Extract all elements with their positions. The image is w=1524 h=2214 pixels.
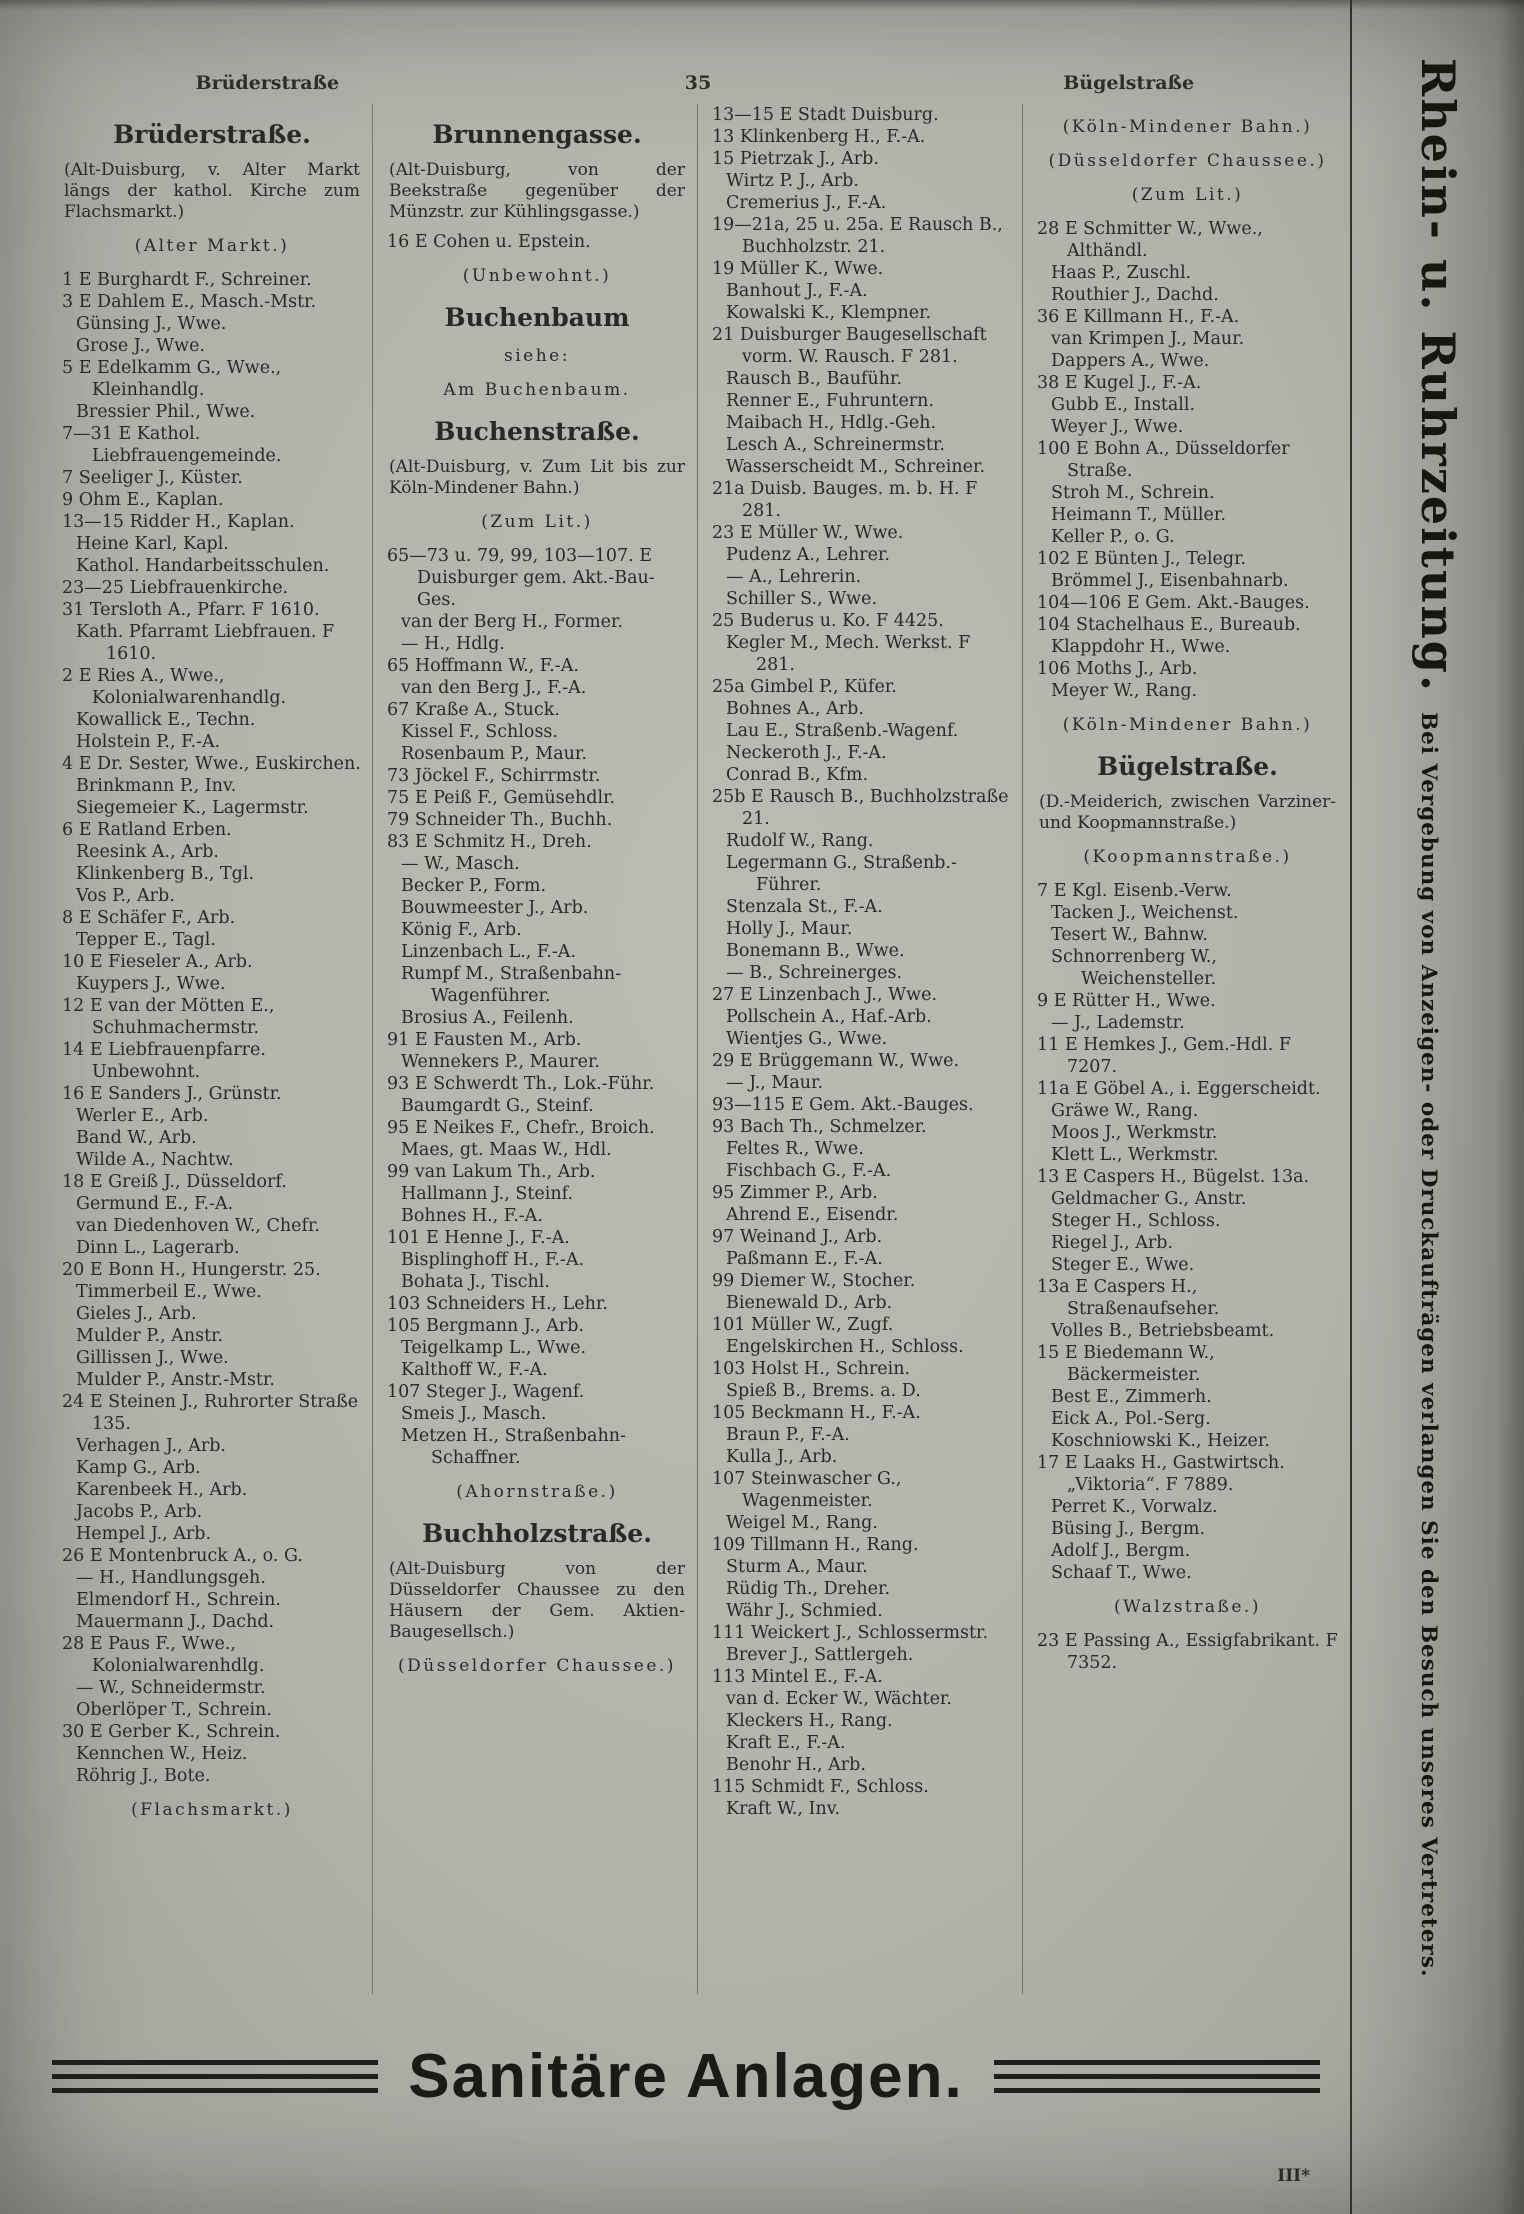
directory-column-2: [373, 104, 698, 1994]
directory-entry: Gillissen J., Wwe.: [76, 1348, 229, 1368]
directory-entry: Volles B., Betriebsbeamt.: [1051, 1321, 1275, 1341]
directory-entry: Benohr H., Arb.: [726, 1755, 866, 1775]
directory-entry: Timmerbeil E., Wwe.: [76, 1282, 262, 1302]
directory-entry: Kennchen W., Heiz.: [76, 1744, 248, 1764]
cross-street-note: (Köln-Mindener Bahn.): [1062, 117, 1313, 137]
directory-entry: Schnorrenberg W., Weichensteller.: [1051, 947, 1217, 989]
cross-street-note: (Ahornstraße.): [456, 1482, 618, 1502]
directory-entry: Braun P., F.-A.: [726, 1425, 850, 1445]
directory-entry: Bonemann B., Wwe.: [726, 941, 905, 961]
directory-entry: Kowallick E., Techn.: [76, 710, 256, 730]
directory-entry: 21 Duisburger Baugesellschaft vorm. W. Rausch. F 281.: [712, 325, 987, 367]
directory-entry: 102 E Bünten J., Telegr.: [1037, 549, 1247, 569]
directory-entry: 97 Weinand J., Arb.: [712, 1227, 883, 1247]
directory-entry: Paßmann E., F.-A.: [726, 1249, 883, 1269]
directory-entry: 5 E Edelkamm G., Wwe., Kleinhandlg.: [62, 358, 282, 400]
directory-entry: Rüdig Th., Dreher.: [726, 1579, 891, 1599]
banner-rule-left: [52, 2060, 378, 2093]
directory-entry: 28 E Schmitter W., Wwe., Althändl.: [1037, 219, 1263, 261]
street-heading: Buchholzstraße.: [422, 1519, 652, 1548]
directory-entry: 95 E Neikes F., Chefr., Broich.: [387, 1118, 655, 1138]
directory-entry: Geldmacher G., Anstr.: [1051, 1189, 1247, 1209]
directory-entry: van Diedenhoven W., Chefr.: [76, 1216, 320, 1236]
directory-entry: Kuypers J., Wwe.: [76, 974, 226, 994]
directory-entry: Riegel J., Arb.: [1051, 1233, 1173, 1253]
directory-entry: 105 Beckmann H., F.-A.: [712, 1403, 921, 1423]
cross-street-note: (Unbewohnt.): [462, 266, 612, 286]
directory-entry: 99 van Lakum Th., Arb.: [387, 1162, 596, 1182]
directory-entry: 28 E Paus F., Wwe., Kolonialwarenhdlg.: [62, 1634, 265, 1676]
directory-entry: Neckeroth J., F.-A.: [726, 743, 887, 763]
directory-entry: Banhout J., F.-A.: [726, 281, 868, 301]
directory-entry: 10 E Fieseler A., Arb.: [62, 952, 253, 972]
directory-entry: Keller P., o. G.: [1051, 527, 1175, 547]
directory-entry: Pollschein A., Haf.-Arb.: [726, 1007, 932, 1027]
directory-entry: Bohata J., Tischl.: [401, 1272, 550, 1292]
street-heading: Brunnengasse.: [432, 120, 642, 149]
directory-entry: Kamp G., Arb.: [76, 1458, 201, 1478]
sidebar-ad-title: Rhein- u. Ruhrzeitung.: [1411, 58, 1465, 693]
directory-entry: Heimann T., Müller.: [1051, 505, 1226, 525]
directory-entry: 104—106 E Gem. Akt.-Bauges.: [1037, 593, 1310, 613]
directory-entry: 16 E Cohen u. Epstein.: [387, 232, 591, 252]
directory-entry: 65—73 u. 79, 99, 103—107. E Duisburger gem. Akt.-Bau-Ges.: [387, 546, 655, 610]
directory-entry: Siegemeier K., Lagermstr.: [76, 798, 309, 818]
directory-column-3: [698, 104, 1023, 1994]
directory-entry: 15 E Biedemann W., Bäckermeister.: [1037, 1343, 1215, 1385]
directory-entry: — W., Masch.: [401, 854, 520, 874]
sidebar-vertical-text: [1411, 0, 1465, 2214]
directory-entry: Feltes R., Wwe.: [726, 1139, 864, 1159]
directory-entry: Reesink A., Arb.: [76, 842, 219, 862]
directory-entry: Währ J., Schmied.: [726, 1601, 883, 1621]
directory-entry: Wirtz P. J., Arb.: [726, 171, 859, 191]
directory-entry: Perret K., Vorwalz.: [1051, 1497, 1218, 1517]
directory-entry: Maibach H., Hdlg.-Geh.: [726, 413, 937, 433]
directory-entry: Smeis J., Masch.: [401, 1404, 547, 1424]
directory-entry: 30 E Gerber K., Schrein.: [62, 1722, 281, 1742]
directory-entry: — W., Schneidermstr.: [76, 1678, 266, 1698]
directory-entry: Günsing J., Wwe.: [76, 314, 227, 334]
running-head-right: Bügelstraße: [1063, 72, 1195, 94]
directory-entry: Vos P., Arb.: [76, 886, 175, 906]
directory-entry: Eick A., Pol.-Serg.: [1051, 1409, 1211, 1429]
directory-entry: Klinkenberg B., Tgl.: [76, 864, 255, 884]
directory-entry: Weyer J., Wwe.: [1051, 417, 1184, 437]
directory-entry: Schaaf T., Wwe.: [1051, 1563, 1192, 1583]
directory-entry: 31 Tersloth A., Pfarr. F 1610.: [62, 600, 320, 620]
directory-entry: Gräwe W., Rang.: [1051, 1101, 1199, 1121]
directory-entry: 93—115 E Gem. Akt.-Bauges.: [712, 1095, 974, 1115]
cross-street-note: (Zum Lit.): [1131, 185, 1244, 205]
directory-entry: 65 Hoffmann W., F.-A.: [387, 656, 579, 676]
directory-entry: Rausch B., Bauführ.: [726, 369, 903, 389]
directory-entry: Bouwmeester J., Arb.: [401, 898, 589, 918]
cross-street-note: Am Buchenbaum.: [443, 380, 631, 400]
directory-entry: Weigel M., Rang.: [726, 1513, 878, 1533]
directory-entry: 2 E Ries A., Wwe., Kolonialwarenhandlg.: [62, 666, 287, 708]
directory-entry: 20 E Bonn H., Hungerstr. 25.: [62, 1260, 321, 1280]
street-heading: Buchenbaum: [444, 303, 630, 332]
directory-entry: 7—31 E Kathol. Liebfrauengemeinde.: [62, 424, 282, 466]
directory-entry: Wasserscheidt M., Schreiner.: [726, 457, 986, 477]
directory-entry: 101 E Henne J., F.-A.: [387, 1228, 570, 1248]
directory-entry: 100 E Bohn A., Düsseldorfer Straße.: [1037, 439, 1290, 481]
directory-entry: 36 E Killmann H., F.-A.: [1037, 307, 1240, 327]
directory-entry: 73 Jöckel F., Schirrmstr.: [387, 766, 601, 786]
directory-entry: 107 Steger J., Wagenf.: [387, 1382, 585, 1402]
directory-entry: Bressier Phil., Wwe.: [76, 402, 256, 422]
directory-entry: Brinkmann P., Inv.: [76, 776, 237, 796]
signature-mark: III*: [1277, 2166, 1310, 2186]
directory-entry: 23 E Passing A., Essigfabrikant. F 7352.: [1037, 1631, 1338, 1673]
directory-entry: Brever J., Sattlergeh.: [726, 1645, 914, 1665]
directory-entry: 7 Seeliger J., Küster.: [62, 468, 243, 488]
directory-entry: Stenzala St., F.-A.: [726, 897, 883, 917]
directory-entry: 38 E Kugel J., F.-A.: [1037, 373, 1202, 393]
directory-entry: Elmendorf H., Schrein.: [76, 1590, 281, 1610]
directory-entry: Renner E., Fuhruntern.: [726, 391, 935, 411]
directory-entry: 93 E Schwerdt Th., Lok.-Führ.: [387, 1074, 655, 1094]
directory-entry: 18 E Greiß J., Düsseldorf.: [62, 1172, 287, 1192]
directory-column-4: [1023, 104, 1348, 1994]
directory-entry: Kraft W., Inv.: [726, 1799, 841, 1819]
directory-entry: Routhier J., Dachd.: [1051, 285, 1219, 305]
directory-entry: Metzen H., Straßenbahn-Schaffner.: [401, 1426, 626, 1468]
directory-entry: Germund E., F.-A.: [76, 1194, 234, 1214]
directory-entry: Holly J., Maur.: [726, 919, 853, 939]
directory-entry: 75 E Peiß F., Gemüsehdlr.: [387, 788, 616, 808]
directory-entry: Bienewald D., Arb.: [726, 1293, 893, 1313]
directory-entry: Kalthoff W., F.-A.: [401, 1360, 548, 1380]
cross-street-note: (Alter Markt.): [134, 236, 290, 256]
directory-column-1: [48, 104, 373, 1994]
directory-entry: 11a E Göbel A., i. Eggerscheidt.: [1037, 1079, 1321, 1099]
directory-entry: Engelskirchen H., Schloss.: [726, 1337, 964, 1357]
directory-entry: Haas P., Zuschl.: [1051, 263, 1192, 283]
directory-entry: Mauermann J., Dachd.: [76, 1612, 275, 1632]
directory-entry: Klappdohr H., Wwe.: [1051, 637, 1231, 657]
directory-entry: 25a Gimbel P., Küfer.: [712, 677, 897, 697]
directory-entry: Rosenbaum P., Maur.: [401, 744, 587, 764]
sidebar-ad-body: Bei Vergebung von Anzeigen- oder Druckaufträgen verlangen Sie den Besuch unseres Vertreters.: [1416, 712, 1441, 1978]
directory-entry: Lau E., Straßenb.-Wagenf.: [726, 721, 959, 741]
directory-entry: 1 E Burghardt F., Schreiner.: [62, 270, 312, 290]
directory-entry: 14 E Liebfrauenpfarre. Unbewohnt.: [62, 1040, 266, 1082]
bottom-banner: [52, 2041, 1320, 2112]
directory-entry: 13 Klinkenberg H., F.-A.: [712, 127, 926, 147]
street-description: (Alt-Duisburg, von der Beekstraße gegenüber der Münzstr. zur Kühlingsgasse.): [389, 160, 685, 222]
directory-entry: 67 Kraße A., Stuck.: [387, 700, 560, 720]
directory-entry: 23 E Müller W., Wwe.: [712, 523, 904, 543]
directory-entry: Karenbeek H., Arb.: [76, 1480, 248, 1500]
directory-entry: Kulla J., Arb.: [726, 1447, 838, 1467]
cross-street-note: (Zum Lit.): [481, 512, 593, 532]
directory-entry: Wilde A., Nachtw.: [76, 1150, 234, 1170]
directory-entry: 115 Schmidt F., Schloss.: [712, 1777, 929, 1797]
directory-entry: Kraft E., F.-A.: [726, 1733, 846, 1753]
directory-entry: Tacken J., Weichenst.: [1051, 903, 1239, 923]
page-number: 35: [684, 72, 712, 94]
directory-entry: 7 E Kgl. Eisenb.-Verw.: [1037, 881, 1232, 901]
directory-entry: Dappers A., Wwe.: [1051, 351, 1210, 371]
directory-entry: 107 Steinwascher G., Wagenmeister.: [712, 1469, 902, 1511]
directory-entry: Werler E., Arb.: [76, 1106, 209, 1126]
directory-entry: 21a Duisb. Bauges. m. b. H. F 281.: [712, 479, 978, 521]
directory-entry: Mulder P., Anstr.-Mstr.: [76, 1370, 275, 1390]
directory-entry: 29 E Brüggemann W., Wwe.: [712, 1051, 960, 1071]
directory-entry: 101 Müller W., Zugf.: [712, 1315, 894, 1335]
directory-entry: Hallmann J., Steinf.: [401, 1184, 574, 1204]
directory-entry: 16 E Sanders J., Grünstr.: [62, 1084, 282, 1104]
directory-entry: Wientjes G., Wwe.: [726, 1029, 888, 1049]
advertisement-sidebar: [1350, 0, 1524, 2214]
directory-entry: van d. Ecker W., Wächter.: [726, 1689, 952, 1709]
banner-text: Sanitäre Anlagen.: [408, 2042, 964, 2111]
directory-entry: 4 E Dr. Sester, Wwe., Euskirchen.: [62, 754, 361, 774]
directory-entry: 23—25 Liebfrauenkirche.: [62, 578, 289, 598]
directory-entry: Tepper E., Tagl.: [76, 930, 216, 950]
directory-columns: [48, 104, 1348, 1994]
scan-edge-shadow: [0, 0, 1524, 10]
directory-entry: Meyer W., Rang.: [1051, 681, 1198, 701]
directory-entry: 19 Müller K., Wwe.: [712, 259, 884, 279]
directory-entry: 26 E Montenbruck A., o. G.: [62, 1546, 303, 1566]
directory-entry: 99 Diemer W., Stocher.: [712, 1271, 916, 1291]
directory-entry: — J., Maur.: [726, 1073, 824, 1093]
directory-entry: Koschniowski K., Heizer.: [1051, 1431, 1270, 1451]
directory-entry: Brosius A., Feilenh.: [401, 1008, 574, 1028]
directory-entry: 25 Buderus u. Ko. F 4425.: [712, 611, 944, 631]
directory-entry: 13a E Caspers H., Straßenaufseher.: [1037, 1277, 1220, 1319]
directory-entry: 103 Schneiders H., Lehr.: [387, 1294, 608, 1314]
street-description: (D.-Meiderich, zwischen Varziner- und Koopmannstraße.): [1039, 792, 1336, 833]
cross-street-note: (Flachsmarkt.): [131, 1800, 293, 1820]
directory-entry: van Krimpen J., Maur.: [1051, 329, 1245, 349]
directory-entry: 24 E Steinen J., Ruhrorter Straße 135.: [62, 1392, 359, 1434]
directory-entry: 15 Pietrzak J., Arb.: [712, 149, 879, 169]
cross-street-note: (Düsseldorfer Chaussee.): [1048, 151, 1327, 171]
directory-entry: 8 E Schäfer F., Arb.: [62, 908, 236, 928]
directory-entry: Linzenbach L., F.-A.: [401, 942, 577, 962]
directory-entry: Klett L., Werkmstr.: [1051, 1145, 1219, 1165]
running-head-left: Brüderstraße: [195, 72, 340, 94]
directory-entry: Holstein P., F.-A.: [76, 732, 221, 752]
directory-entry: Kathol. Handarbeitsschulen.: [76, 556, 330, 576]
directory-entry: Legermann G., Straßenb.-Führer.: [726, 853, 957, 895]
directory-entry: Sturm A., Maur.: [726, 1557, 868, 1577]
directory-entry: 106 Moths J., Arb.: [1037, 659, 1198, 679]
directory-entry: Bohnes A., Arb.: [726, 699, 864, 719]
directory-entry: 91 E Fausten M., Arb.: [387, 1030, 582, 1050]
directory-entry: Becker P., Form.: [401, 876, 547, 896]
directory-entry: Brömmel J., Eisenbahnarb.: [1051, 571, 1289, 591]
directory-entry: Grose J., Wwe.: [76, 336, 206, 356]
directory-entry: 113 Mintel E., F.-A.: [712, 1667, 883, 1687]
directory-entry: Cremerius J., F.-A.: [726, 193, 887, 213]
directory-entry: 25b E Rausch B., Buchholzstraße 21.: [712, 787, 1009, 829]
directory-entry: Ahrend E., Eisendr.: [726, 1205, 899, 1225]
directory-entry: Wennekers P., Maurer.: [401, 1052, 600, 1072]
directory-entry: van den Berg J., F.-A.: [401, 678, 587, 698]
street-description: (Alt-Duisburg, v. Alter Markt längs der kathol. Kirche zum Flachsmarkt.): [64, 160, 360, 222]
street-heading: Brüderstraße.: [113, 120, 311, 149]
directory-entry: Steger E., Wwe.: [1051, 1255, 1195, 1275]
directory-entry: 13—15 E Stadt Duisburg.: [712, 105, 939, 125]
directory-entry: Kowalski K., Klempner.: [726, 303, 932, 323]
directory-entry: 11 E Hemkes J., Gem.-Hdl. F 7207.: [1037, 1035, 1291, 1077]
directory-entry: Jacobs P., Arb.: [76, 1502, 203, 1522]
directory-entry: 13—15 Ridder H., Kaplan.: [62, 512, 295, 532]
directory-entry: van der Berg H., Former.: [401, 612, 623, 632]
cross-street-note: (Walzstraße.): [1114, 1597, 1261, 1617]
directory-entry: Gubb E., Install.: [1051, 395, 1196, 415]
directory-entry: 9 Ohm E., Kaplan.: [62, 490, 224, 510]
directory-entry: Band W., Arb.: [76, 1128, 197, 1148]
directory-entry: 3 E Dahlem E., Masch.-Mstr.: [62, 292, 317, 312]
directory-entry: 12 E van der Mötten E., Schuhmachermstr.: [62, 996, 275, 1038]
directory-entry: — A., Lehrerin.: [726, 567, 862, 587]
directory-entry: Steger H., Schloss.: [1051, 1211, 1221, 1231]
directory-entry: 103 Holst H., Schrein.: [712, 1359, 911, 1379]
directory-entry: Bisplinghoff H., F.-A.: [401, 1250, 585, 1270]
directory-entry: Büsing J., Bergm.: [1051, 1519, 1206, 1539]
directory-entry: Schiller S., Wwe.: [726, 589, 878, 609]
directory-entry: Kissel F., Schloss.: [401, 722, 558, 742]
directory-entry: Kegler M., Mech. Werkst. F 281.: [726, 633, 971, 675]
directory-entry: 9 E Rütter H., Wwe.: [1037, 991, 1216, 1011]
directory-entry: Heine Karl, Kapl.: [76, 534, 229, 554]
street-description: (Alt-Duisburg von der Düsseldorfer Chaussee zu den Häusern der Gem. Aktien-Baugesellsch.): [389, 1559, 685, 1642]
directory-entry: Pudenz A., Lehrer.: [726, 545, 890, 565]
directory-entry: Röhrig J., Bote.: [76, 1766, 211, 1786]
running-head: [52, 72, 1344, 94]
directory-entry: Moos J., Werkmstr.: [1051, 1123, 1218, 1143]
directory-entry: 95 Zimmer P., Arb.: [712, 1183, 878, 1203]
directory-entry: Kleckers H., Rang.: [726, 1711, 893, 1731]
directory-entry: 79 Schneider Th., Buchh.: [387, 810, 613, 830]
directory-entry: Kath. Pfarramt Liebfrauen. F 1610.: [76, 622, 335, 664]
directory-entry: 111 Weickert J., Schlossermstr.: [712, 1623, 989, 1643]
directory-entry: Rumpf M., Straßenbahn-Wagenführer.: [401, 964, 622, 1006]
directory-entry: Gieles J., Arb.: [76, 1304, 197, 1324]
directory-entry: König F., Arb.: [401, 920, 522, 940]
directory-entry: 93 Bach Th., Schmelzer.: [712, 1117, 927, 1137]
cross-street-note: (Koopmannstraße.): [1083, 847, 1292, 867]
street-heading: Bügelstraße.: [1097, 752, 1278, 781]
directory-entry: Conrad B., Kfm.: [726, 765, 869, 785]
directory-entry: Lesch A., Schreinermstr.: [726, 435, 945, 455]
directory-entry: Bohnes H., F.-A.: [401, 1206, 543, 1226]
directory-entry: — B., Schreinerges.: [726, 963, 903, 983]
directory-entry: Verhagen J., Arb.: [76, 1436, 226, 1456]
directory-entry: 17 E Laaks H., Gastwirtsch. „Viktoria“. F 7889.: [1037, 1453, 1285, 1495]
directory-entry: 83 E Schmitz H., Dreh.: [387, 832, 592, 852]
directory-entry: Dinn L., Lagerarb.: [76, 1238, 240, 1258]
directory-entry: Adolf J., Bergm.: [1051, 1541, 1191, 1561]
directory-entry: Maes, gt. Maas W., Hdl.: [401, 1140, 612, 1160]
street-heading: Buchenstraße.: [434, 417, 640, 446]
directory-entry: Spieß B., Brems. a. D.: [726, 1381, 921, 1401]
cross-street-note: (Köln-Mindener Bahn.): [1062, 715, 1313, 735]
directory-entry: — J., Lademstr.: [1051, 1013, 1185, 1033]
directory-entry: Fischbach G., F.-A.: [726, 1161, 892, 1181]
directory-entry: Stroh M., Schrein.: [1051, 483, 1215, 503]
directory-entry: 19—21a, 25 u. 25a. E Rausch B., Buchholzstr. 21.: [712, 215, 1003, 257]
cross-street-note: siehe:: [504, 346, 570, 366]
directory-entry: Best E., Zimmerh.: [1051, 1387, 1212, 1407]
cross-street-note: (Düsseldorfer Chaussee.): [398, 1656, 676, 1676]
directory-entry: 109 Tillmann H., Rang.: [712, 1535, 919, 1555]
directory-entry: Rudolf W., Rang.: [726, 831, 874, 851]
directory-entry: 104 Stachelhaus E., Bureaub.: [1037, 615, 1301, 635]
street-description: (Alt-Duisburg, v. Zum Lit bis zur Köln-Mindener Bahn.): [389, 457, 685, 498]
directory-entry: Teigelkamp L., Wwe.: [401, 1338, 587, 1358]
directory-entry: Mulder P., Anstr.: [76, 1326, 224, 1346]
directory-entry: Baumgardt G., Steinf.: [401, 1096, 594, 1116]
directory-entry: 27 E Linzenbach J., Wwe.: [712, 985, 938, 1005]
directory-entry: 13 E Caspers H., Bügelst. 13a.: [1037, 1167, 1310, 1187]
directory-entry: Tesert W., Bahnw.: [1051, 925, 1208, 945]
directory-entry: — H., Handlungsgeh.: [76, 1568, 266, 1588]
directory-entry: Oberlöper T., Schrein.: [76, 1700, 272, 1720]
directory-entry: Hempel J., Arb.: [76, 1524, 212, 1544]
directory-entry: 105 Bergmann J., Arb.: [387, 1316, 584, 1336]
directory-entry: — H., Hdlg.: [401, 634, 505, 654]
directory-entry: 6 E Ratland Erben.: [62, 820, 232, 840]
banner-rule-right: [994, 2060, 1320, 2093]
